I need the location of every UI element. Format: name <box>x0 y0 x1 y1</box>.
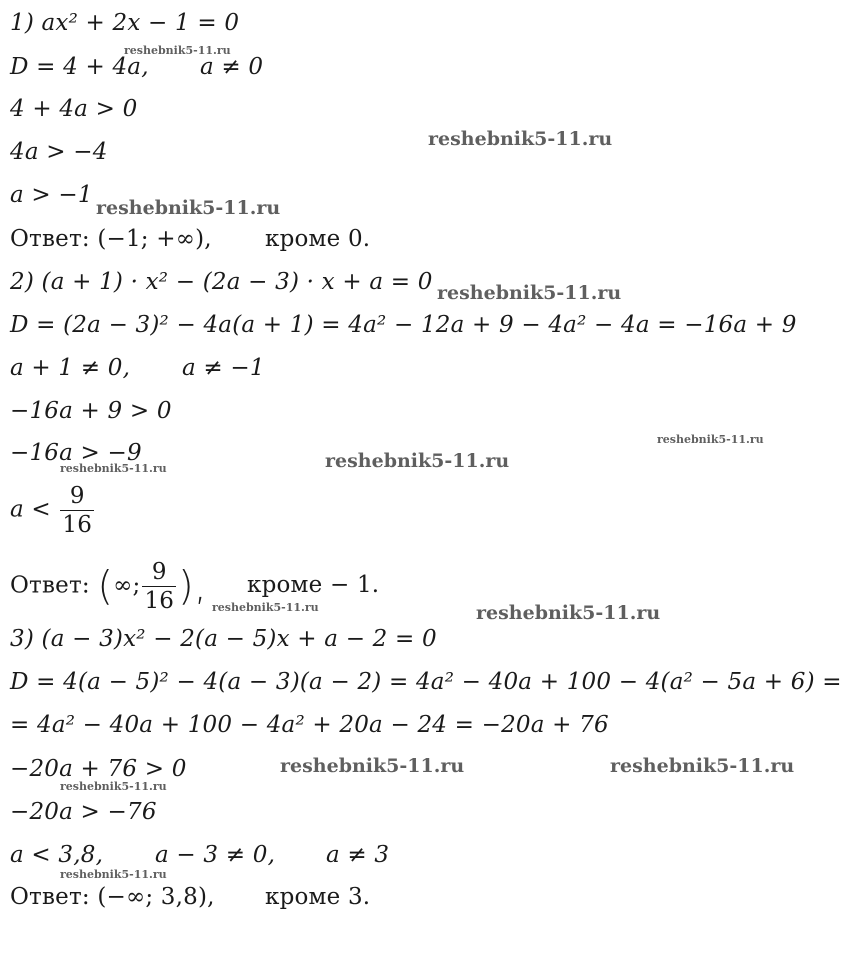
problem3-simplified: = 4a² − 40a + 100 − 4a² + 20a − 24 = −20a + 76 <box>10 712 609 738</box>
problem2-equation: 2) (a + 1) · x² − (2a − 3) · x + a = 0 <box>10 269 433 295</box>
problem2-except: кроме − 1. <box>247 572 380 598</box>
problem1-discriminant: D = 4 + 4a, <box>10 54 149 80</box>
problem2-condition: a + 1 ≠ 0, <box>10 355 131 381</box>
problem2-result <box>10 482 96 539</box>
problem3-condition: a − 3 ≠ 0, <box>155 842 276 868</box>
problem2-inequality: −16a + 9 > 0 <box>10 398 172 424</box>
problem3-step: −20a > −76 <box>10 799 157 825</box>
watermark: reshebnik5-11.ru <box>60 868 167 881</box>
answer-label: Ответ: <box>10 572 90 599</box>
problem2-answer <box>10 558 207 615</box>
fraction-numerator: 9 <box>69 483 85 509</box>
fraction-denominator: 16 <box>62 512 93 538</box>
close-paren: ), <box>178 563 207 610</box>
fraction <box>60 482 94 539</box>
problem3-discriminant: D = 4(a − 5)² − 4(a − 3)(a − 2) = 4a² − 40a + 100 − 4(a² − 5a + 6) = <box>10 669 842 695</box>
answer-infinity: ∞; <box>113 572 141 599</box>
problem1-except: кроме 0. <box>265 226 371 252</box>
answer-fraction <box>142 558 176 615</box>
watermark: reshebnik5-11.ru <box>96 197 281 219</box>
problem3-except: кроме 3. <box>265 884 371 910</box>
problem1-result: a > −1 <box>10 182 93 208</box>
watermark: reshebnik5-11.ru <box>610 755 795 777</box>
problem2-discriminant: D = (2a − 3)² − 4a(a + 1) = 4a² − 12a + 9 − 4a² − 4a = −16a + 9 <box>10 312 797 338</box>
watermark: reshebnik5-11.ru <box>437 282 622 304</box>
watermark: reshebnik5-11.ru <box>212 601 319 614</box>
problem3-inequality: −20a + 76 > 0 <box>10 756 187 782</box>
problem2-step: −16a > −9 <box>10 440 142 466</box>
open-paren: ( <box>97 563 114 610</box>
problem1-answer: Ответ: (−1; +∞), <box>10 226 212 252</box>
watermark: reshebnik5-11.ru <box>280 755 465 777</box>
watermark: reshebnik5-11.ru <box>60 780 167 793</box>
answer-fraction-denominator: 16 <box>144 588 175 614</box>
problem3-condition-result: a ≠ 3 <box>326 842 390 868</box>
problem3-answer: Ответ: (−∞; 3,8), <box>10 884 215 910</box>
problem2-condition-result: a ≠ −1 <box>182 355 265 381</box>
problem1-inequality: 4 + 4a > 0 <box>10 96 138 122</box>
problem1-condition: a ≠ 0 <box>200 54 264 80</box>
watermark: reshebnik5-11.ru <box>325 450 510 472</box>
problem3-equation: 3) (a − 3)x² − 2(a − 5)x + a − 2 = 0 <box>10 626 437 652</box>
watermark: reshebnik5-11.ru <box>428 128 613 150</box>
watermark: reshebnik5-11.ru <box>124 44 231 57</box>
watermark: reshebnik5-11.ru <box>657 433 764 446</box>
problem1-step: 4a > −4 <box>10 139 108 165</box>
problem2-result-lhs: a < <box>10 496 51 523</box>
answer-fraction-numerator: 9 <box>151 559 167 585</box>
watermark: reshebnik5-11.ru <box>60 462 167 475</box>
problem3-result: a < 3,8, <box>10 842 104 868</box>
watermark: reshebnik5-11.ru <box>476 602 661 624</box>
problem1-equation: 1) ax² + 2x − 1 = 0 <box>10 10 240 36</box>
